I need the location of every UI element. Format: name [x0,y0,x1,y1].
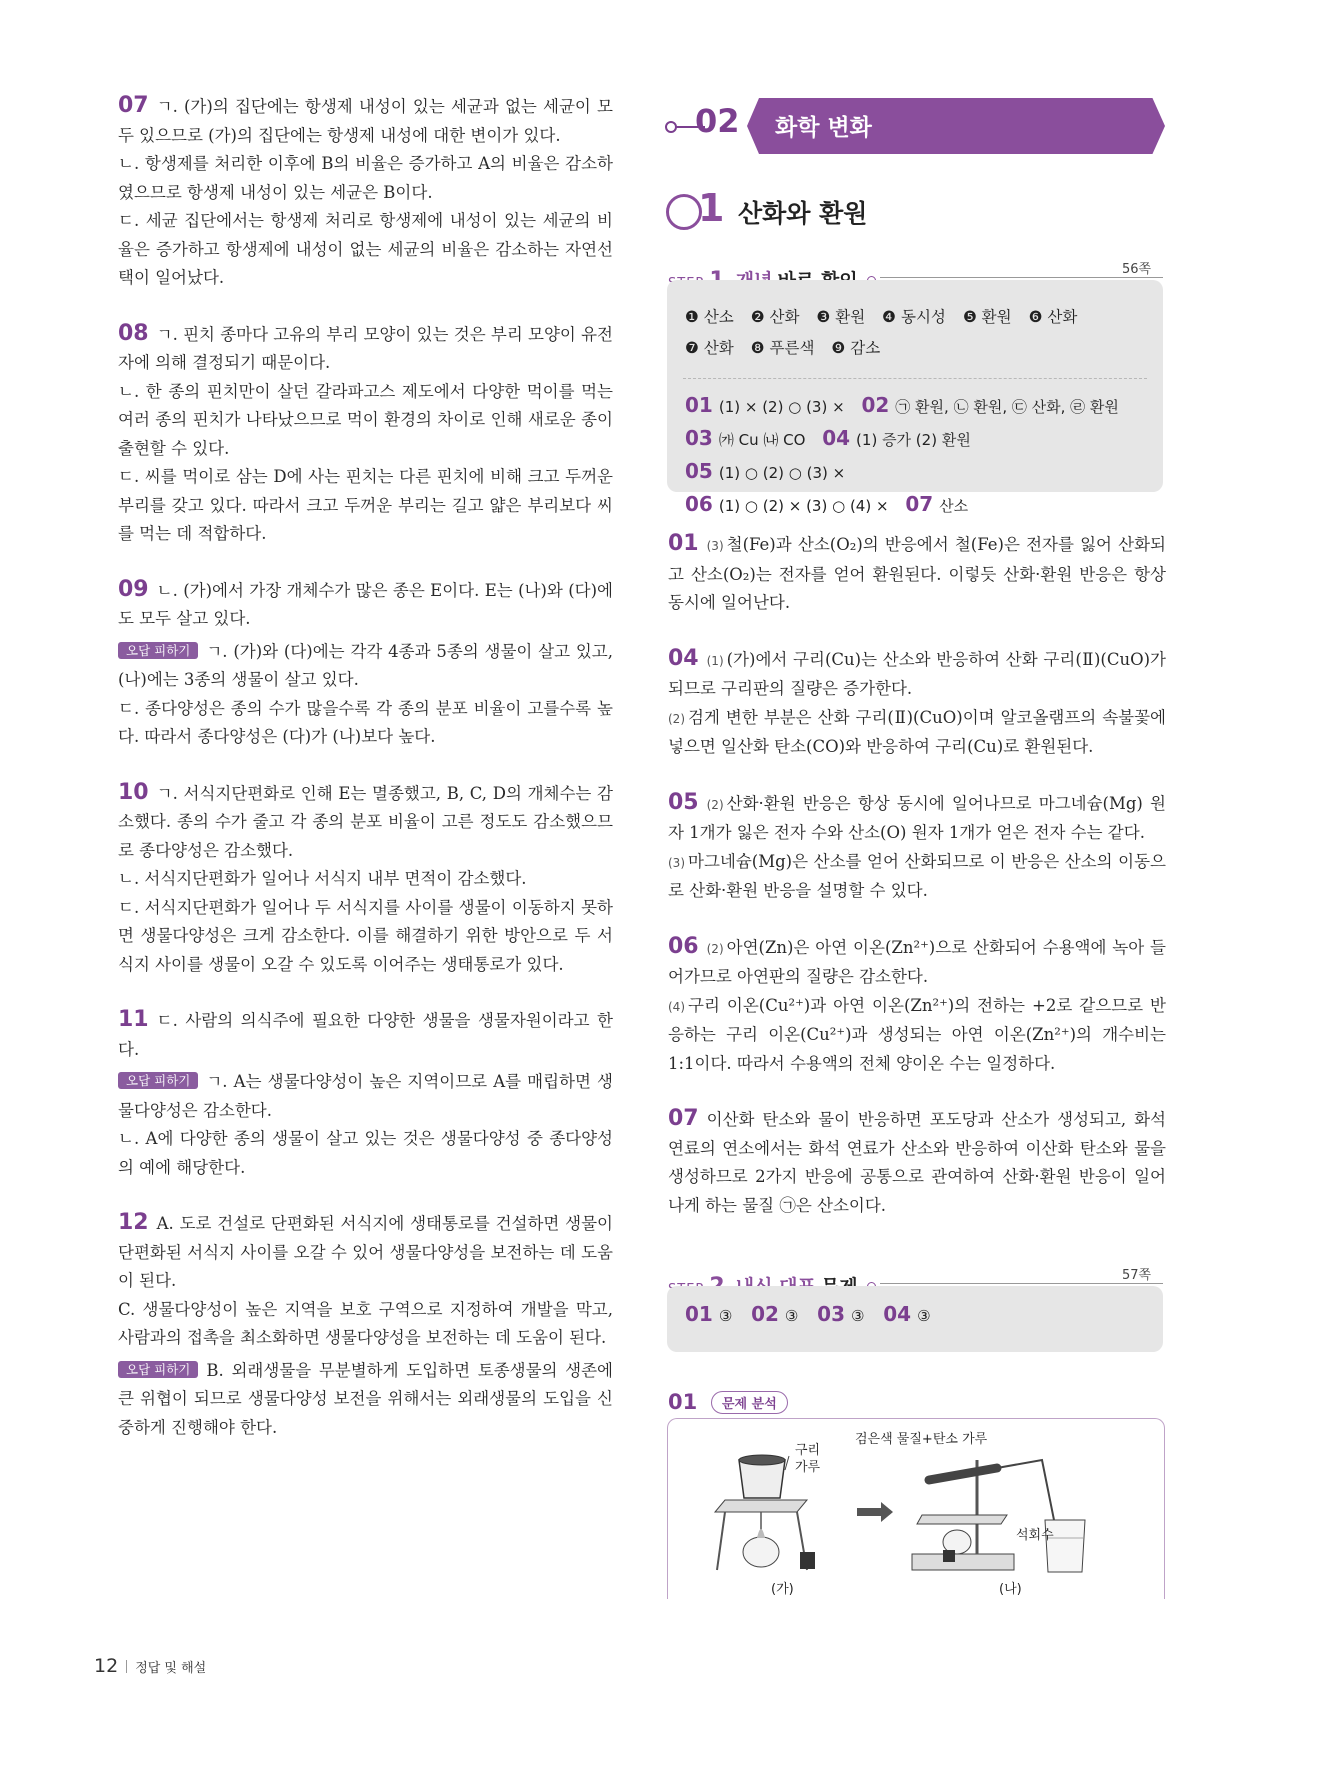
test-tube-icon [929,1468,997,1480]
chapter-number: 02 [695,102,740,140]
item-mark: (3) [706,539,724,553]
answer-text: ③ [718,1307,733,1325]
answer-text: ㉠ 환원, ㉡ 환원, ㉢ 산화, ㉣ 환원 [895,398,1119,416]
arrow-icon [857,1502,893,1522]
page-number: 12 [94,1655,119,1677]
explanation-line: ㄷ. 씨를 먹이로 삼는 D에 사는 핀치는 다른 핀치에 비해 크고 두꺼운 부리를 갖고 있다. 따라서 크고 두꺼운 부리는 길고 얇은 부리보다 씨를 먹는 데 적합하다. [118,467,613,543]
crucible-icon [739,1460,785,1498]
answer-text: (1) ○ (2) ○ (3) × [718,464,846,482]
apparatus-b [912,1460,1085,1572]
step2-box [667,1286,1163,1352]
section-circle-icon [666,194,702,230]
item-mark: (2) [706,797,724,812]
label-copper-powder: 구리 가루 [795,1443,821,1475]
footer-divider [126,1660,127,1673]
flame-icon [757,1529,765,1538]
concept-item: ❷ 산화 [750,308,800,326]
stand-base-icon [912,1554,1014,1570]
answer-number: 05 [685,459,713,483]
explanation-line: ㄱ. (가)와 (다)에는 각각 4종과 5종의 생물이 살고 있고, (나)에는 3종의 생물이 살고 있다. [118,641,613,689]
answer-text: (1) × (2) ○ (3) × [718,398,845,416]
experiment-illustration [667,1420,1163,1600]
explanation-line: ㄱ. (가)의 집단에는 항생제 내성이 있는 세균과 없는 세균이 모두 있으므로 (가)의 집단에는 항생제 내성에 대한 변이가 있다. [118,97,613,145]
page-reference: 57쪽 [1122,1268,1152,1283]
answer-text: (1) ○ (2) × (3) ○ (4) × [718,497,889,515]
question-number: 08 [118,320,149,346]
answer-number: 03 [817,1302,845,1326]
right-column [668,530,1166,1247]
answer-text: 산소 [939,497,969,515]
explanation-line: ㄴ. 항생제를 처리한 이후에 B의 비율은 증가하고 A의 비율은 감소하였으므로 항생제 내성이 있는 세균은 B이다. [118,154,613,202]
answer-text: ㈎ Cu ㈏ CO [718,431,806,449]
wrong-answer-tag: 오답 피하기 [118,1361,198,1378]
item-mark: (1) [706,653,724,668]
explanation-line: ㄴ. 서식지단편화가 일어나 서식지 내부 면적이 감소했다. [118,869,527,888]
chapter-banner [665,98,1165,154]
explanation-line: B. 외래생물을 무분별하게 도입하면 토종생물의 생존에 큰 위협이 되므로 생물다양성 보전을 위해서는 외래생물의 도입을 신중하게 진행해야 한다. [118,1360,613,1437]
item-mark: (3) [668,855,685,870]
explanation-12 [118,1209,613,1442]
explanation-line: ㄱ. 핀치 종마다 고유의 부리 모양이 있는 것은 부리 모양이 유전자에 의해 결정되기 때문이다. [118,324,613,372]
explanation-08 [118,320,613,549]
wrong-answer-tag: 오답 피하기 [118,642,198,659]
explanation-09 [118,576,613,752]
explanation-r05 [668,789,1166,906]
wire-gauze-icon [715,1500,807,1512]
alcohol-lamp-icon [743,1537,779,1567]
explanation-line: C. 생물다양성이 높은 지역을 보호 구역으로 지정하여 개발을 막고, 사람과의 접촉을 최소화하면 생물다양성을 보전하는 데 도움이 된다. [118,1299,613,1347]
explanation-line: 산화·환원 반응은 항상 동시에 일어나므로 마그네슘(Mg) 원자 1개가 잃은 전자 수와 산소(O) 원자 1개가 얻은 전자 수는 같다. [668,793,1166,842]
answer-row [685,489,1135,522]
explanation-07 [118,92,613,293]
caption-a: (가) [771,1582,794,1597]
answer-text: ③ [917,1307,931,1325]
answer-number: 02 [861,393,890,417]
concept-item: ❶ 산소 [685,308,734,326]
explanation-r01 [668,530,1166,618]
explanation-r06 [668,933,1166,1079]
explanation-line: ㄱ. A는 생물다양성이 높은 지역이므로 A를 매립하면 생물다양성은 감소한다. [118,1072,613,1120]
step1-answers [685,390,1135,522]
section-heading: 산화와 환원 [738,199,868,228]
question-number: 10 [118,779,149,805]
question-number: 05 [668,789,699,815]
answer-text: ③ [784,1307,799,1325]
concept-item: ❾ 감소 [831,339,881,357]
explanation-line: 구리 이온(Cu²⁺)과 아연 이온(Zn²⁺)의 전하는 +2로 같으므로 반응하는 구리 이온(Cu²⁺)과 생성되는 아연 이온(Zn²⁺)의 개수비는 1:1이다. 따라서 수용액의 전체 양이온 수는 일정하다. [668,995,1166,1073]
label-black-substance: 검은색 물질+탄소 가루 [855,1432,988,1447]
concept-item: ❼ 산화 [685,339,734,357]
explanation-line: ㄴ. 한 종의 핀치만이 살던 갈라파고스 제도에서 다양한 먹이를 먹는 여러 종의 핀치가 나타났으므로 먹이 환경의 차이로 인해 새로운 종이 출현할 수 있다. [118,381,613,458]
item-mark: (2) [706,941,724,956]
answer-number: 01 [685,1302,713,1326]
caption-b: (나) [999,1582,1022,1597]
page-footer [94,1655,206,1677]
explanation-line: 마그네슘(Mg)은 산소를 얻어 산화되므로 이 반응은 산소의 이동으로 산화·환원 반응을 설명할 수 있다. [668,851,1166,900]
explanation-line: 철(Fe)과 산소(O₂)의 반응에서 철(Fe)은 전자를 잃어 산화되고 산소(O₂)는 전자를 얻어 환원된다. 이렇듯 산화·환원 반응은 항상 동시에 일어난다. [668,535,1166,612]
explanation-line: (가)에서 구리(Cu)는 산소와 반응하여 산화 구리(Ⅱ)(CuO)가 되므로 구리판의 질량은 증가한다. [668,649,1166,698]
dashed-divider [683,378,1147,379]
copper-powder-icon [739,1455,785,1465]
concept-item: ❽ 푸른색 [750,339,815,357]
answer-number: 04 [822,426,851,450]
concept-item: ❹ 동시성 [882,308,946,326]
page-reference-line [880,277,1163,278]
lamp-cap-icon [800,1552,815,1569]
figure-question-number: 01 [668,1390,698,1414]
answer-number: 02 [751,1302,779,1326]
question-number: 07 [668,1106,699,1131]
answer-row [685,423,1135,489]
lamp-cap-icon [943,1550,955,1562]
explanation-11 [118,1006,613,1182]
question-number: 11 [118,1007,149,1032]
problem-analysis-tag: 문제 분석 [711,1391,788,1414]
question-number: 06 [668,933,699,959]
question-number: 07 [118,93,149,118]
explanation-line: A. 도로 건설로 단편화된 서식지에 생태통로를 건설하면 생물이 단편화된 서식지 사이를 오갈 수 있어 생물다양성을 보전하는 데 도움이 된다. [118,1214,613,1290]
concept-item: ❸ 환원 [816,308,866,326]
step2-answers [685,1302,945,1326]
explanation-line: 이산화 탄소와 물이 반응하면 포도당과 산소가 생성되고, 화석 연료의 연소에서는 화석 연료가 산소와 반응하여 이산화 탄소와 물을 생성하므로 2가지 반응에 공통으로 관여하여 산화·환원 반응이 일어나게 하는 물질 ㉠은 산소이다. [668,1110,1166,1215]
explanation-line: ㄷ. 서식지단편화가 일어나 두 서식지를 사이를 생물이 이동하지 못하면 생물다양성은 크게 감소한다. 이를 해결하기 위한 방안으로 두 서식지 사이를 생물이 오갈 수 있도록 이어주는 생태통로가 있다. [118,897,613,974]
tripod-leg [717,1512,725,1570]
concept-item: ❺ 환원 [962,308,1012,326]
section-number: 1 [698,186,725,230]
concept-list [685,302,1125,364]
answer-number: 06 [685,492,713,516]
left-column [118,92,613,1469]
page-reference-line [880,1283,1163,1284]
explanation-line: 검게 변한 부분은 산화 구리(Ⅱ)(CuO)이며 알코올램프의 속불꽃에 넣으면 일산화 탄소(CO)와 반응하여 구리(Cu)로 환원된다. [668,707,1166,756]
explanation-line: ㄱ. 서식지단편화로 인해 E는 멸종했고, B, C, D의 개체수는 감소했다. 종의 수가 줄고 각 종의 분포 비율이 고른 정도도 감소했으므로 종다양성은 감소했다. [118,783,613,860]
wire-gauze-icon [917,1515,1007,1524]
answer-number: 03 [685,426,713,450]
explanation-line: ㄴ. A에 다양한 종의 생물이 살고 있는 것은 생물다양성 중 종다양성의 예에 해당한다. [118,1129,613,1177]
answer-text: (1) 증가 (2) 환원 [856,431,971,449]
explanation-r04 [668,645,1166,762]
item-mark: (2) [668,711,685,726]
page-reference: 56쪽 [1122,262,1152,277]
step1-box [667,280,1163,516]
explanation-line: ㄷ. 사람의 의식주에 필요한 다양한 생물을 생물자원이라고 한다. [118,1011,613,1059]
answer-number: 04 [883,1302,912,1326]
explanation-10 [118,779,613,980]
answer-row [685,390,1135,423]
wrong-answer-tag: 오답 피하기 [118,1072,198,1089]
explanation-r07 [668,1105,1166,1220]
concept-item: ❻ 산화 [1028,308,1078,326]
question-number: 04 [668,645,699,671]
answer-number: 01 [685,393,713,417]
label-line [785,1456,789,1470]
question-number: 01 [668,531,699,556]
question-number: 12 [118,1210,149,1235]
question-number: 09 [118,576,149,602]
explanation-line: ㄷ. 세균 집단에서는 항생제 처리로 항생제에 내성이 있는 세균의 비율은 증가하고 항생제에 내성이 없는 세균의 비율은 감소하는 자연선택이 일어났다. [118,211,613,287]
answer-number: 07 [905,492,934,516]
item-mark: (4) [668,999,685,1014]
explanation-line: ㄷ. 종다양성은 종의 수가 많을수록 각 종의 분포 비율이 고를수록 높다. 따라서 종다양성은 (다)가 (나)보다 높다. [118,698,613,746]
answer-text: ③ [851,1307,865,1325]
explanation-line: 아연(Zn)은 아연 이온(Zn²⁺)으로 산화되어 수용액에 녹아 들어가므로 아연판의 질량은 감소한다. [668,937,1166,986]
label-limewater: 석회수 [1016,1528,1054,1543]
footer-label: 정답 및 해설 [135,1661,207,1676]
explanation-line: ㄴ. (가)에서 가장 개체수가 많은 종은 E이다. E는 (나)와 (다)에도 모두 살고 있다. [118,580,613,628]
chapter-title: 화학 변화 [775,115,872,141]
